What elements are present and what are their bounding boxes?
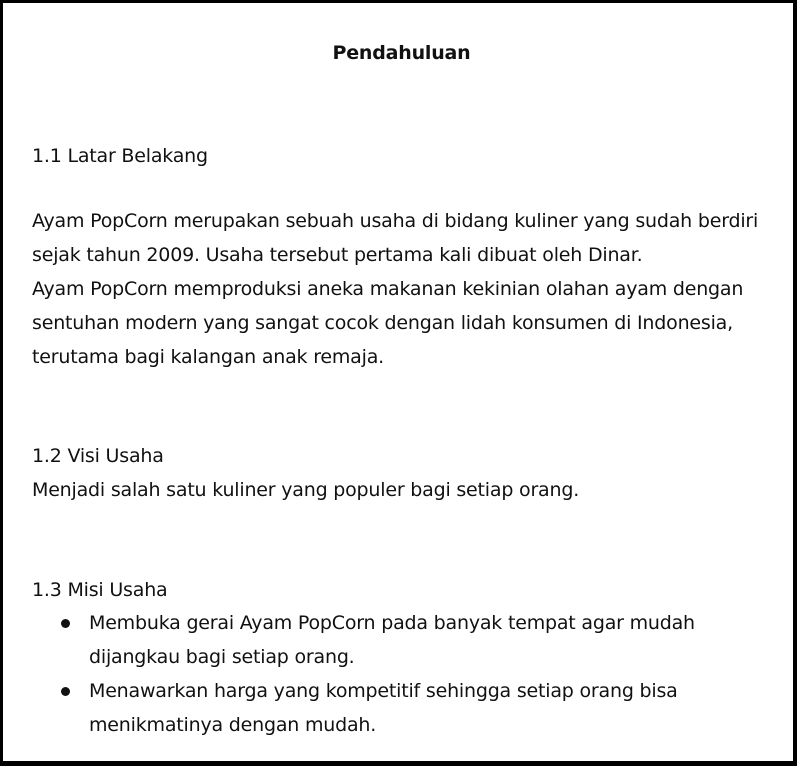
- section-heading-latar-belakang: 1.1 Latar Belakang: [32, 145, 208, 167]
- section-latar-belakang-body: [32, 204, 782, 374]
- visi-text: Menjadi salah satu kuliner yang populer bagi setiap orang.: [32, 479, 580, 501]
- section-heading-misi-usaha: 1.3 Misi Usaha: [32, 579, 168, 601]
- paragraph: Ayam PopCorn memproduksi aneka makanan kekinian olahan ayam dengan sentuhan modern yang sangat cocok dengan lidah konsumen di Indonesia, terutama bagi kalangan anak remaja.: [32, 278, 744, 368]
- list-item-text: Membuka gerai Ayam PopCorn pada banyak tempat agar mudah dijangkau bagi setiap orang.: [89, 612, 695, 668]
- bullet-icon: [61, 687, 70, 696]
- paragraph: Ayam PopCorn merupakan sebuah usaha di bidang kuliner yang sudah berdiri sejak tahun 2009. Usaha tersebut pertama kali dibuat oleh Dinar.: [32, 210, 759, 266]
- page-title: Pendahuluan: [332, 42, 471, 64]
- list-item: [32, 674, 772, 742]
- list-item-text: Menawarkan harga yang kompetitif sehingga setiap orang bisa menikmatinya dengan mudah.: [89, 680, 678, 736]
- bullet-icon: [61, 619, 70, 628]
- misi-list: [32, 606, 772, 742]
- list-item: [32, 606, 772, 674]
- section-heading-visi-usaha: 1.2 Visi Usaha: [32, 445, 164, 467]
